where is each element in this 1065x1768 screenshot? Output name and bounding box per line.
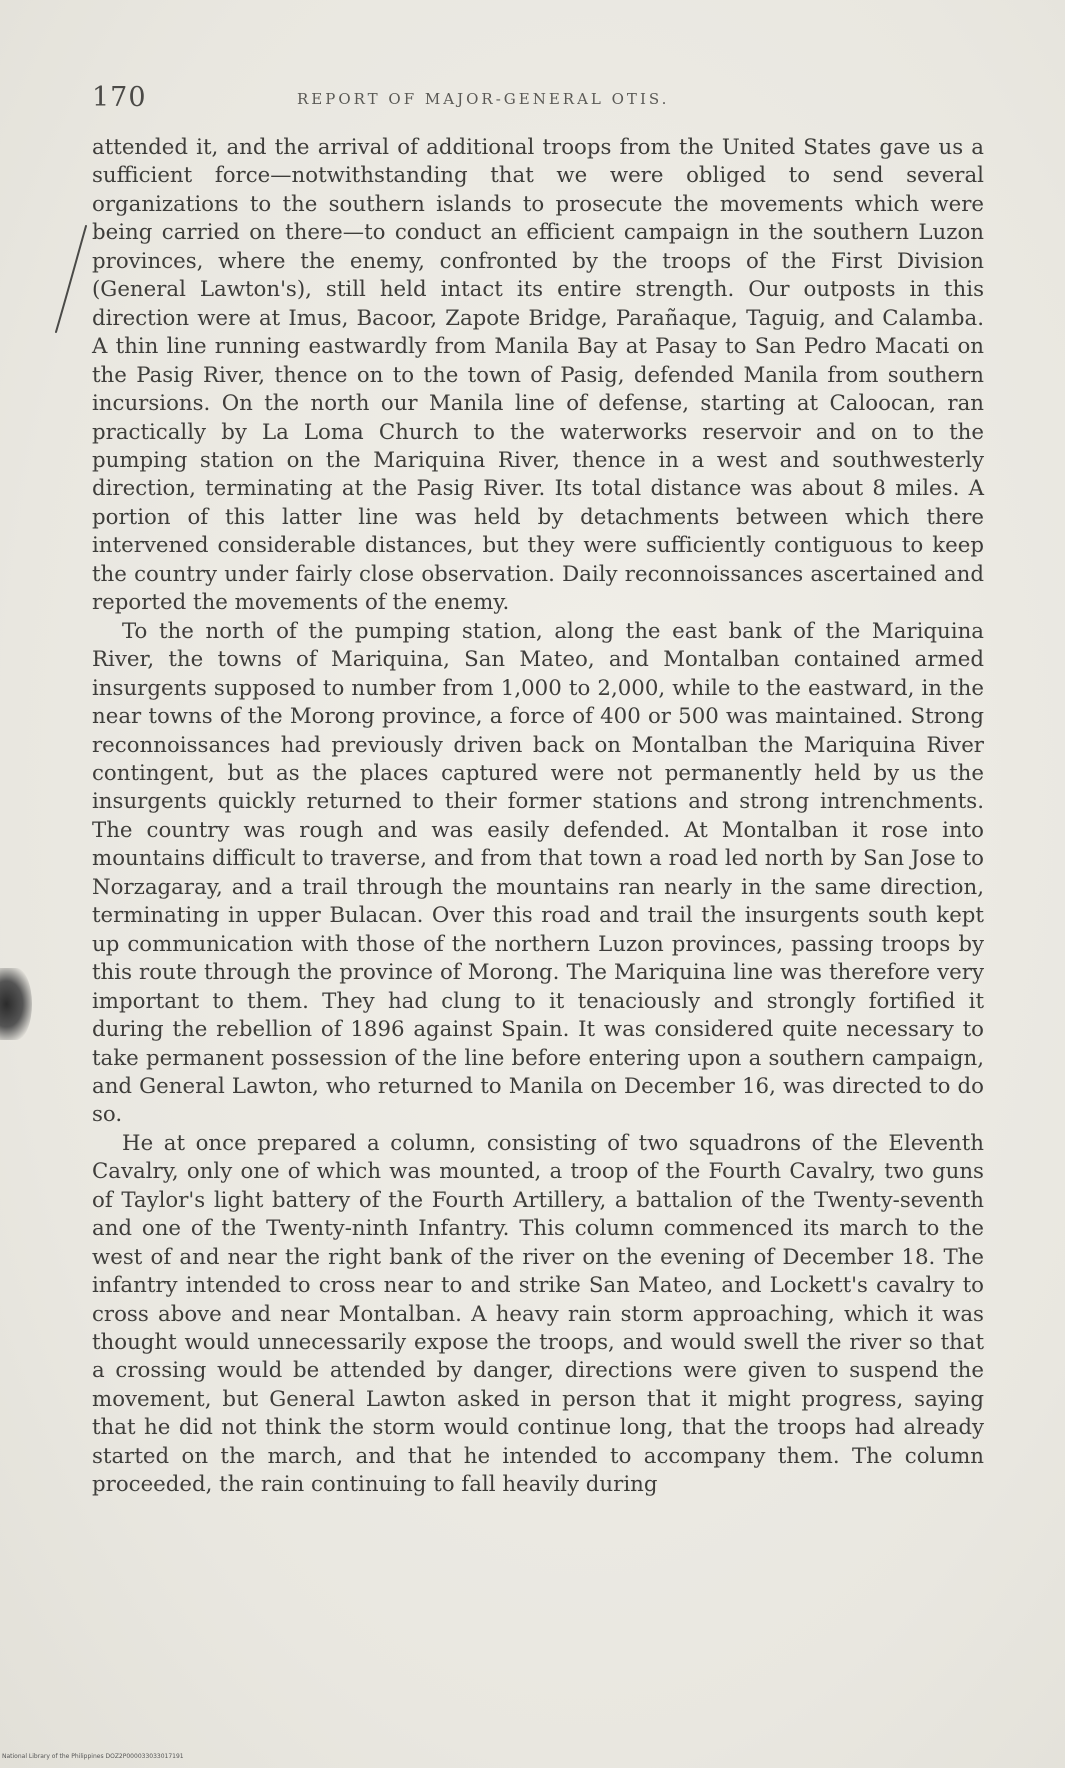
page-number: 170 bbox=[92, 82, 147, 113]
running-head: REPORT OF MAJOR-GENERAL OTIS. bbox=[297, 90, 670, 108]
edge-smudge bbox=[0, 968, 32, 1040]
body-text bbox=[92, 134, 984, 1500]
scan-footer-stamp: National Library of the Philippines DOZ2P000033033017191 bbox=[2, 1753, 184, 1760]
paragraph-2: To the north of the pumping station, along the east bank of the Mariquina River, the towns of Mariquina, San Mateo, and Montalban contained armed insurgents supposed to number from 1,000 to 2,000, while to the eastward, in the near towns of the Morong province, a force of 400 or 500 was maintained. Strong reconnoissances had previously driven back on Montalban the Mariquina River contingent, but as the places captured were not permanently held by us the insurgents quickly returned to their former stations and strong intrenchments. The country was rough and was easily defended. At Montalban it rose into mountains difficult to traverse, and from that town a road led north by San Jose to Norzagaray, and a trail through the mountains ran nearly in the same direction, terminating in upper Bulacan. Over this road and trail the insurgents south kept up communication with those of the northern Luzon provinces, passing troops by this route through the province of Morong. The Mariquina line was therefore very important to them. They had clung to it tenaciously and strongly fortified it during the rebellion of 1896 against Spain. It was considered quite necessary to take permanent possession of the line before entering upon a southern campaign, and General Lawton, who returned to Manila on December 16, was directed to do so. bbox=[92, 618, 984, 1128]
margin-pencil-mark bbox=[50, 224, 90, 334]
paragraph-1: attended it, and the arrival of additional troops from the United States gave us a sufficient force—notwithstanding that we were obliged to send several organizations to the southern islands to prosecute the movements which were being carried on there—to conduct an efficient campaign in the southern Luzon provinces, where the enemy, confronted by the troops of the First Division (General Lawton's), still held intact its entire strength. Our outposts in this direction were at Imus, Bacoor, Zapote Bridge, Parañaque, Taguig, and Calamba. A thin line running eastwardly from Manila Bay at Pasay to San Pedro Macati on the Pasig River, thence on to the town of Pasig, defended Manila from southern incursions. On the north our Manila line of defense, starting at Caloocan, ran practically by La Loma Church to the waterworks reservoir and on to the pumping station on the Mariquina River, thence in a west and southwesterly direction, terminating at the Pasig River. Its total distance was about 8 miles. A portion of this latter line was held by detachments between which there intervened considerable distances, but they were sufficiently contiguous to keep the country under fairly close observation. Daily reconnoissances ascertained and reported the movements of the enemy. bbox=[92, 135, 984, 616]
page-header bbox=[92, 82, 982, 122]
paragraph-3: He at once prepared a column, consisting of two squadrons of the Eleventh Cavalry, only one of which was mounted, a troop of the Fourth Cavalry, two guns of Taylor's light battery of the Fourth Artillery, a battalion of the Twenty-seventh and one of the Twenty-ninth Infantry. This column commenced its march to the west of and near the right bank of the river on the evening of December 18. The infantry intended to cross near to and strike San Mateo, and Lockett's cavalry to cross above and near Montalban. A heavy rain storm approaching, which it was thought would unnecessarily expose the troops, and would swell the river so that a crossing would be attended by danger, directions were given to suspend the movement, but General Lawton asked in person that it might progress, saying that he did not think the storm would continue long, that the troops had already started on the march, and that he intended to accompany them. The column proceeded, the rain continuing to fall heavily during bbox=[92, 1130, 984, 1498]
